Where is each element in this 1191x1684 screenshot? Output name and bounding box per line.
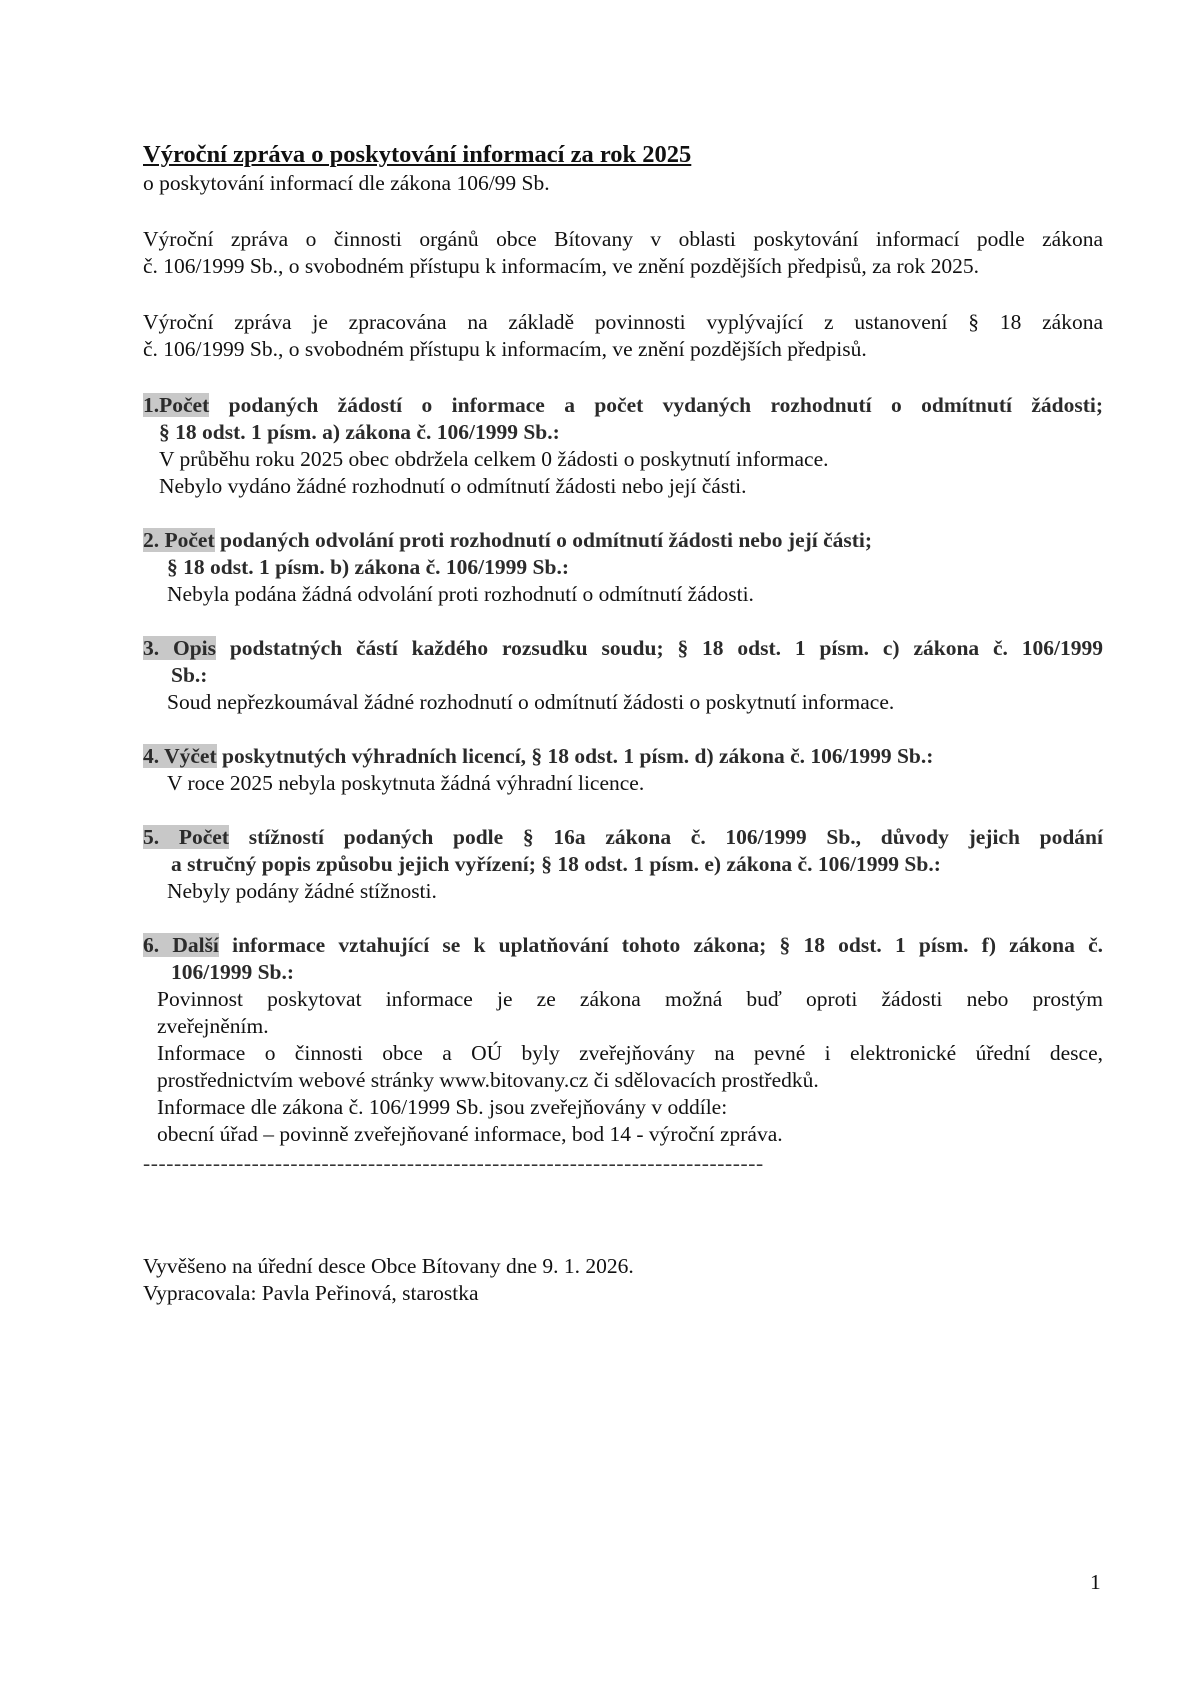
footer-posted: Vyvěšeno na úřední desce Obce Bítovany dne 9. 1. 2026.	[143, 1254, 634, 1278]
section-4-heading	[143, 743, 1103, 770]
section-3-heading-text: podstatných částí každého rozsudku soudu; § 18 odst. 1 písm. c) zákona č. 106/1999	[216, 636, 1103, 660]
intro-1-line-1: Výroční zpráva o činnosti orgánů obce Bítovany v oblasti poskytování informací podle zákona	[143, 227, 1103, 251]
section-3	[143, 635, 1103, 716]
section-2-body-line-1: Nebyla podána žádná odvolání proti rozhodnutí o odmítnutí žádosti.	[167, 582, 754, 606]
section-5	[143, 824, 1103, 905]
section-4-heading-text: poskytnutých výhradních licencí, § 18 odst. 1 písm. d) zákona č. 106/1999 Sb.:	[216, 744, 934, 768]
section-6-heading-text: informace vztahující se k uplatňování tohoto zákona; § 18 odst. 1 písm. f) zákona č.	[218, 933, 1103, 957]
section-6-body-line-6: obecní úřad – povinně zveřejňované informace, bod 14 - výroční zpráva.	[157, 1122, 783, 1146]
section-6	[143, 932, 1103, 1148]
section-3-body-line-1: Soud nepřezkoumával žádné rozhodnutí o odmítnutí žádosti o poskytnutí informace.	[167, 690, 895, 714]
section-6-body-line-4: prostřednictvím webové stránky www.bitovany.cz či sdělovacích prostředků.	[157, 1068, 819, 1092]
section-1-heading	[143, 392, 1103, 419]
section-2-marker: 2. Počet	[143, 528, 215, 552]
section-5-body-line-1: Nebyly podány žádné stížnosti.	[167, 879, 437, 903]
section-2-heading	[143, 527, 1103, 554]
section-6-heading-line-2: 106/1999 Sb.:	[171, 960, 295, 984]
intro-paragraph-1	[143, 226, 1103, 280]
section-6-heading	[143, 932, 1103, 959]
section-5-heading-text: stížností podaných podle § 16a zákona č. 106/1999 Sb., důvody jejich podání	[228, 825, 1103, 849]
intro-2-line-2: č. 106/1999 Sb., o svobodném přístupu k informacím, ve znění pozdějších předpisů.	[143, 337, 867, 361]
section-1-marker: 1.Počet	[143, 393, 210, 417]
section-3-marker: 3. Opis	[143, 636, 216, 660]
section-6-body-line-3: Informace o činnosti obce a OÚ byly zveřejňovány na pevné i elektronické úřední desce,	[157, 1041, 1103, 1065]
section-5-heading	[143, 824, 1103, 851]
section-6-body-line-2: zveřejněním.	[157, 1014, 269, 1038]
section-6-body-line-5: Informace dle zákona č. 106/1999 Sb. jsou zveřejňovány v oddíle:	[157, 1095, 728, 1119]
dashed-divider: --------------------------------------------------------------------------------	[143, 1151, 764, 1175]
footer	[143, 1253, 1103, 1307]
section-5-heading-line-2: a stručný popis způsobu jejich vyřízení; § 18 odst. 1 písm. e) zákona č. 106/1999 Sb.:	[171, 852, 941, 876]
intro-paragraph-2	[143, 309, 1103, 363]
section-6-body-line-1: Povinnost poskytovat informace je ze zákona možná buď oproti žádosti nebo prostým	[157, 987, 1103, 1011]
document-title: Výroční zpráva o poskytování informací za rok 2025	[143, 141, 692, 168]
section-6-marker: 6. Další	[143, 933, 219, 957]
section-1-body-line-1: V průběhu roku 2025 obec obdržela celkem 0 žádosti o poskytnutí informace.	[159, 447, 829, 471]
page-number: 1	[1090, 1570, 1101, 1594]
section-4	[143, 743, 1103, 797]
section-4-marker: 4. Výčet	[143, 744, 217, 768]
section-2-heading-text: podaných odvolání proti rozhodnutí o odmítnutí žádosti nebo její části;	[214, 528, 873, 552]
section-4-body-line-1: V roce 2025 nebyla poskytnuta žádná výhradní licence.	[167, 771, 645, 795]
document-page	[143, 140, 1103, 1307]
footer-prepared-by: Vypracovala: Pavla Peřinová, starostka	[143, 1281, 479, 1305]
intro-1-line-2: č. 106/1999 Sb., o svobodném přístupu k informacím, ve znění pozdějších předpisů, za rok 2025.	[143, 254, 979, 278]
document-subtitle: o poskytování informací dle zákona 106/99 Sb.	[143, 171, 550, 195]
intro-2-line-1: Výroční zpráva je zpracována na základě povinnosti vyplývající z ustanovení § 18 zákona	[143, 310, 1103, 334]
section-1	[143, 392, 1103, 500]
section-3-heading	[143, 635, 1103, 662]
section-1-heading-line-2: § 18 odst. 1 písm. a) zákona č. 106/1999 Sb.:	[159, 420, 560, 444]
section-1-heading-text: podaných žádostí o informace a počet vydaných rozhodnutí o odmítnutí žádosti;	[209, 393, 1103, 417]
section-1-body-line-2: Nebylo vydáno žádné rozhodnutí o odmítnutí žádosti nebo její části.	[159, 474, 747, 498]
section-2-heading-line-2: § 18 odst. 1 písm. b) zákona č. 106/1999 Sb.:	[167, 555, 569, 579]
section-5-marker: 5. Počet	[143, 825, 229, 849]
section-3-heading-line-2: Sb.:	[171, 663, 208, 687]
section-2	[143, 527, 1103, 608]
